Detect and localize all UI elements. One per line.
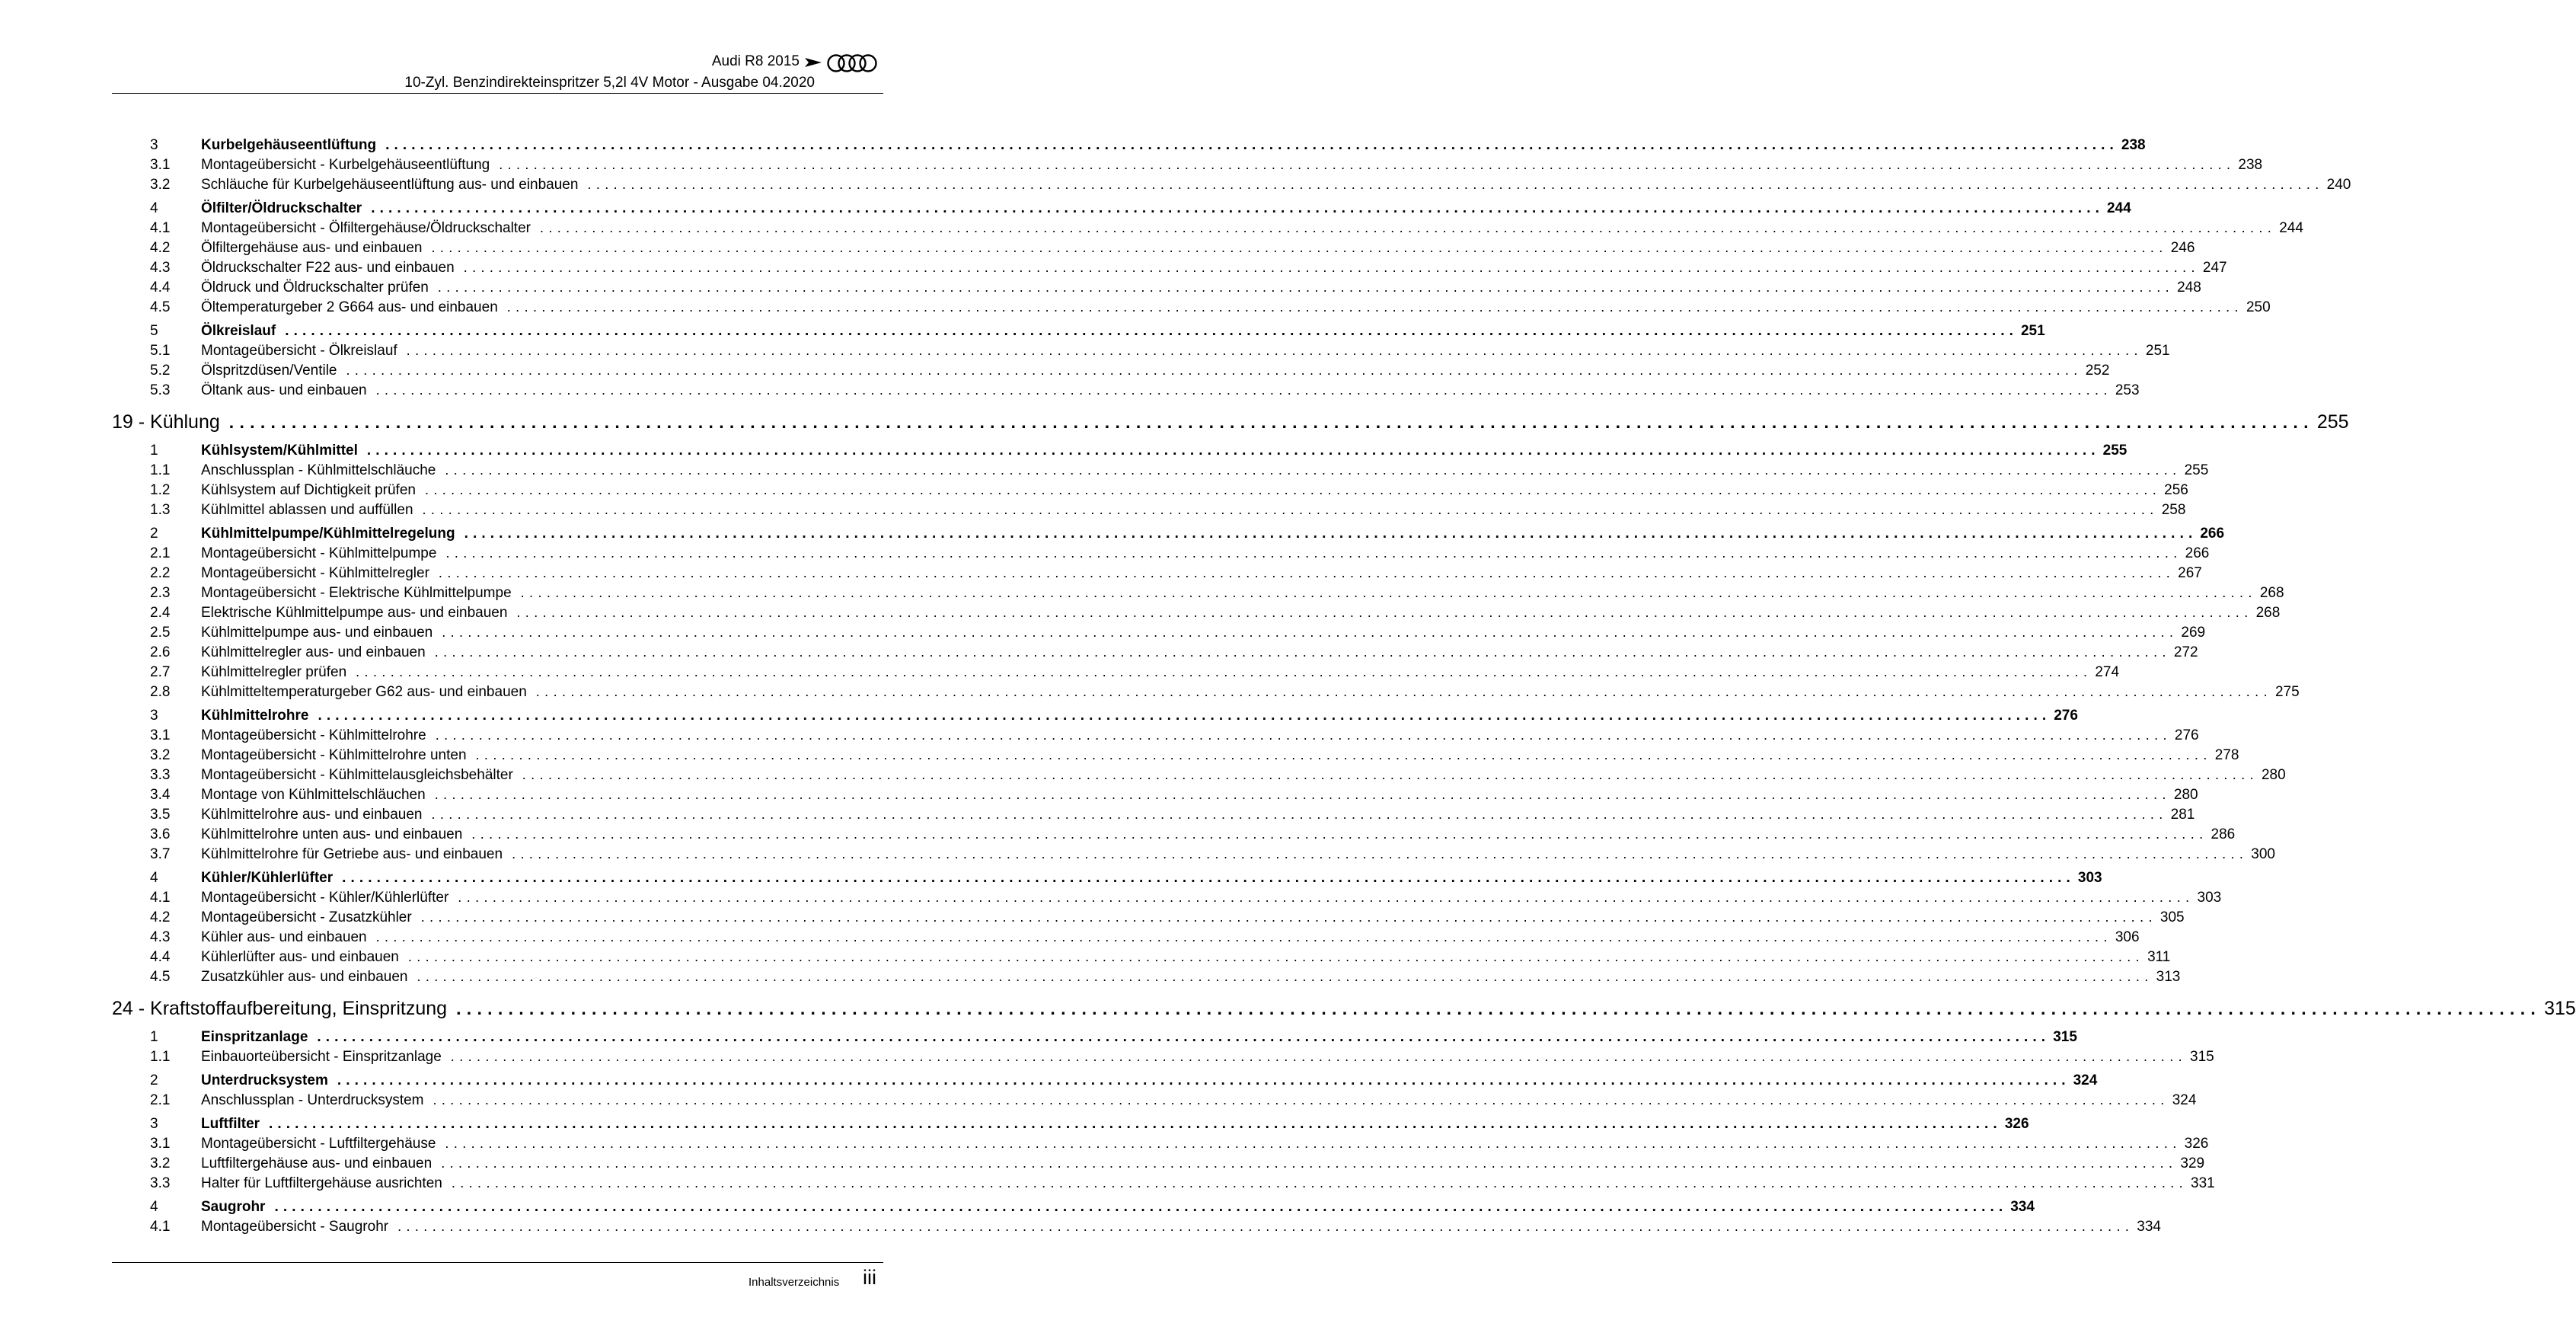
toc-title: Öltank aus- und einbauen <box>201 382 367 398</box>
toc-page-number: 326 <box>2184 1136 2209 1152</box>
toc-title: Montageübersicht - Kühlmittelrohre unten <box>201 747 467 763</box>
toc-title: 24 - Kraftstoffaufbereitung, Einspritzung <box>112 998 448 1019</box>
dot-leader: ........................................................................................................................................................................................................ <box>434 644 2171 660</box>
toc-section[interactable] <box>112 1116 2029 1136</box>
dot-leader: ........................................................................................................................................................................................................ <box>512 846 2249 861</box>
toc-page-number: 315 <box>2544 998 2576 1019</box>
toc-title: Luftfiltergehäuse aus- und einbauen <box>201 1155 433 1171</box>
toc-number: 2.7 <box>150 664 171 680</box>
toc-number: 1 <box>150 443 158 459</box>
toc-number: 3.2 <box>150 177 171 193</box>
dot-leader: ........................................................................................................................................................................................................ <box>441 1155 2178 1171</box>
footer-label: Inhaltsverzeichnis <box>749 1276 840 1289</box>
toc-title: Kühler/Kühlerlüfter <box>201 870 334 886</box>
toc-title: Kühlmittelrohre für Getriebe aus- und einbauen <box>201 846 503 862</box>
toc-page-number: 244 <box>2106 200 2131 216</box>
toc-number: 3 <box>150 1116 158 1132</box>
toc-page-number: 250 <box>2246 299 2271 315</box>
toc-subsection[interactable] <box>112 1175 2215 1195</box>
toc-subsection[interactable] <box>112 807 2195 826</box>
toc-subsection[interactable] <box>112 299 2271 319</box>
toc-title: Montageübersicht - Saugrohr <box>201 1219 389 1235</box>
toc-page-number: 258 <box>2161 502 2186 518</box>
toc-subsection[interactable] <box>112 644 2198 664</box>
toc-subsection[interactable] <box>112 969 2181 989</box>
dot-leader: ........................................................................................................................................................................................................ <box>397 1219 2134 1234</box>
toc-title: Montageübersicht - Kühler/Kühlerlüfter <box>201 890 449 906</box>
toc-title: Kühlmittel ablassen und auffüllen <box>201 502 413 518</box>
toc-section[interactable] <box>112 137 2146 157</box>
toc-title: Öltemperaturgeber 2 G664 aus- und einbauen <box>201 299 498 315</box>
toc-title: Unterdrucksystem <box>201 1072 328 1088</box>
dot-leader: ........................................................................................................................................................................................................ <box>445 462 2182 478</box>
toc-page-number: 280 <box>2261 767 2286 783</box>
dot-leader: ........................................................................................................................................................................................................ <box>317 1029 2051 1045</box>
toc-subsection[interactable] <box>112 220 2303 240</box>
toc-title: Kühler aus- und einbauen <box>201 929 367 945</box>
toc-number: 3.4 <box>150 787 171 803</box>
dot-leader: ........................................................................................................................................................................................................ <box>366 443 2100 459</box>
toc-title: Montageübersicht - Kurbelgehäuseentlüftung <box>201 157 490 173</box>
toc-page-number: 269 <box>2181 625 2206 641</box>
dot-leader: ........................................................................................................................................................................................................ <box>445 545 2182 561</box>
toc-page-number: 303 <box>2197 890 2222 906</box>
toc-page-number: 315 <box>2053 1029 2077 1045</box>
toc-subsection[interactable] <box>112 846 2275 866</box>
toc-title: 19 - Kühlung <box>112 411 220 433</box>
table-of-contents <box>112 137 2576 1239</box>
dot-leader: ........................................................................................................................................................................................................ <box>356 664 2092 679</box>
dot-leader: ........................................................................................................................................................................................................ <box>445 1136 2182 1151</box>
toc-section[interactable] <box>112 870 2102 890</box>
dot-leader: ........................................................................................................................................................................................................ <box>438 565 2175 580</box>
toc-number: 4.1 <box>150 220 171 236</box>
dot-leader: ........................................................................................................................................................................................................ <box>228 412 2314 432</box>
toc-number: 4 <box>150 870 158 886</box>
toc-number: 2.4 <box>150 605 171 621</box>
toc-title: Montageübersicht - Zusatzkühler <box>201 909 412 925</box>
toc-number: 1.2 <box>150 482 171 498</box>
toc-number: 3.1 <box>150 157 171 173</box>
dot-leader: ........................................................................................................................................................................................................ <box>420 909 2157 925</box>
toc-subsection[interactable] <box>112 909 2185 929</box>
toc-page-number: 300 <box>2251 846 2275 862</box>
toc-subsection[interactable] <box>112 625 2206 644</box>
toc-title: Montageübersicht - Luftfiltergehäuse <box>201 1136 436 1152</box>
toc-subsection[interactable] <box>112 747 2239 767</box>
toc-page-number: 329 <box>2180 1155 2205 1171</box>
toc-page-number: 238 <box>2238 157 2263 173</box>
toc-page-number: 331 <box>2191 1175 2215 1191</box>
dot-leader: ........................................................................................................................................................................................................ <box>522 767 2258 782</box>
toc-number: 4.4 <box>150 280 171 296</box>
toc-number: 4.4 <box>150 949 171 965</box>
toc-section[interactable] <box>112 443 2128 462</box>
toc-page-number: 247 <box>2202 260 2227 276</box>
toc-number: 4.1 <box>150 1219 171 1235</box>
toc-page-number: 268 <box>2255 605 2281 621</box>
toc-page-number: 334 <box>2010 1199 2035 1215</box>
toc-number: 3.3 <box>150 1175 171 1191</box>
toc-section[interactable] <box>112 200 2131 220</box>
dot-leader: ........................................................................................................................................................................................................ <box>375 929 2112 944</box>
toc-number: 3.3 <box>150 767 171 783</box>
dot-leader: ........................................................................................................................................................................................................ <box>437 280 2175 295</box>
toc-subsection[interactable] <box>112 1092 2197 1112</box>
toc-subsection[interactable] <box>112 1155 2205 1175</box>
toc-subsection[interactable] <box>112 684 2300 704</box>
dot-leader: ........................................................................................................................................................................................................ <box>371 200 2104 216</box>
toc-title: Ölfiltergehäuse aus- und einbauen <box>201 240 423 256</box>
dot-leader: ........................................................................................................................................................................................................ <box>346 363 2083 378</box>
toc-title: Montage von Kühlmittelschläuchen <box>201 787 426 803</box>
toc-number: 3 <box>150 137 158 153</box>
toc-title: Luftfilter <box>201 1116 260 1132</box>
toc-number: 4.5 <box>150 299 171 315</box>
dot-leader: ........................................................................................................................................................................................................ <box>433 1092 2169 1107</box>
toc-number: 2.6 <box>150 644 171 660</box>
dot-leader: ........................................................................................................................................................................................................ <box>520 585 2257 600</box>
toc-page-number: 252 <box>2085 363 2110 379</box>
dot-leader: ........................................................................................................................................................................................................ <box>417 969 2153 984</box>
toc-subsection[interactable] <box>112 890 2222 909</box>
arrow-right-icon <box>805 56 822 69</box>
toc-number: 3.7 <box>150 846 171 862</box>
toc-page-number: 326 <box>2004 1116 2029 1132</box>
toc-subsection[interactable] <box>112 1136 2209 1155</box>
toc-page-number: 248 <box>2177 280 2201 296</box>
toc-title: Einspritzanlage <box>201 1029 308 1045</box>
toc-title: Kühlmittelpumpe aus- und einbauen <box>201 625 433 641</box>
toc-page-number: 268 <box>2259 585 2284 601</box>
toc-page-number: 315 <box>2190 1049 2214 1065</box>
toc-page-number: 255 <box>2102 443 2128 459</box>
toc-title: Montageübersicht - Ölfiltergehäuse/Öldruckschalter <box>201 220 531 236</box>
dot-leader: ........................................................................................................................................................................................................ <box>407 949 2145 964</box>
toc-subsection[interactable] <box>112 260 2227 280</box>
toc-title: Montageübersicht - Kühlmittelrohre <box>201 727 426 743</box>
toc-subsection[interactable] <box>112 565 2202 585</box>
toc-subsection[interactable] <box>112 605 2281 625</box>
header-model: Audi R8 2015 <box>711 53 800 69</box>
toc-title: Kühlmittelrohre aus- und einbauen <box>201 807 423 823</box>
toc-number: 2.8 <box>150 684 171 700</box>
dot-leader: ........................................................................................................................................................................................................ <box>406 343 2143 358</box>
toc-section[interactable] <box>112 708 2078 727</box>
toc-page-number: 280 <box>2173 787 2198 803</box>
toc-number: 4.5 <box>150 969 171 985</box>
dot-leader: ........................................................................................................................................................................................................ <box>464 526 2198 542</box>
page-header <box>0 0 944 107</box>
dot-leader: ........................................................................................................................................................................................................ <box>424 482 2162 497</box>
toc-subsection[interactable] <box>112 502 2186 522</box>
header-divider <box>112 93 883 94</box>
toc-number: 3.2 <box>150 1155 171 1171</box>
toc-title: Kühlerlüfter aus- und einbauen <box>201 949 399 965</box>
toc-number: 4.3 <box>150 260 171 276</box>
dot-leader: ........................................................................................................................................................................................................ <box>385 137 2118 153</box>
toc-title: Öldruckschalter F22 aus- und einbauen <box>201 260 455 276</box>
toc-subsection[interactable] <box>112 382 2140 402</box>
toc-title: Ölspritzdüsen/Ventile <box>201 363 337 379</box>
toc-number: 2 <box>150 526 158 542</box>
dot-leader: ........................................................................................................................................................................................................ <box>499 157 2236 172</box>
header-subtitle: 10-Zyl. Benzindirekteinspritzer 5,2l 4V Motor - Ausgabe 04.2020 <box>404 75 815 91</box>
dot-leader: ........................................................................................................................................................................................................ <box>337 1072 2070 1088</box>
toc-subsection[interactable] <box>112 1219 2161 1239</box>
dot-leader: ........................................................................................................................................................................................................ <box>463 260 2200 275</box>
toc-page-number: 281 <box>2170 807 2195 823</box>
toc-title: Zusatzkühler aus- und einbauen <box>201 969 408 985</box>
toc-title: Elektrische Kühlmittelpumpe aus- und einbauen <box>201 605 508 621</box>
toc-page-number: 255 <box>2316 411 2349 433</box>
toc-page-number: 286 <box>2211 826 2236 842</box>
toc-subsection[interactable] <box>112 664 2120 684</box>
toc-title: Kühlmitteltemperaturgeber G62 aus- und einbauen <box>201 684 527 700</box>
toc-page-number: 238 <box>2121 137 2146 153</box>
toc-number: 2 <box>150 1072 158 1088</box>
dot-leader: ........................................................................................................................................................................................................ <box>422 502 2159 517</box>
toc-number: 3.1 <box>150 727 171 743</box>
dot-leader: ........................................................................................................................................................................................................ <box>285 323 2018 339</box>
toc-title: Kühlmittelregler prüfen <box>201 664 347 680</box>
toc-number: 3.6 <box>150 826 171 842</box>
toc-section[interactable] <box>112 1029 2077 1049</box>
footer-page-number: iii <box>863 1266 876 1289</box>
toc-section[interactable] <box>112 323 2045 343</box>
toc-section[interactable] <box>112 1072 2098 1092</box>
toc-title: Kühlmittelrohre unten aus- und einbauen <box>201 826 463 842</box>
toc-title: Ölfilter/Öldruckschalter <box>201 200 362 216</box>
toc-page-number: 256 <box>2164 482 2188 498</box>
toc-title: Montageübersicht - Elektrische Kühlmittelpumpe <box>201 585 512 601</box>
toc-subsection[interactable] <box>112 177 2351 197</box>
toc-title: Anschlussplan - Unterdrucksystem <box>201 1092 424 1108</box>
toc-subsection[interactable] <box>112 157 2263 177</box>
toc-subsection[interactable] <box>112 482 2188 502</box>
toc-title: Anschlussplan - Kühlmittelschläuche <box>201 462 436 478</box>
dot-leader: ........................................................................................................................................................................................................ <box>516 605 2253 620</box>
toc-number: 5.2 <box>150 363 171 379</box>
toc-subsection[interactable] <box>112 545 2210 565</box>
toc-page-number: 303 <box>2077 870 2102 886</box>
toc-title: Montageübersicht - Kühlmittelregler <box>201 565 429 581</box>
toc-number: 5 <box>150 323 158 339</box>
toc-page-number: 276 <box>2054 708 2078 724</box>
toc-page-number: 251 <box>2020 323 2045 339</box>
toc-number: 2.5 <box>150 625 171 641</box>
dot-leader: ........................................................................................................................................................................................................ <box>269 1116 2002 1132</box>
dot-leader: ........................................................................................................................................................................................................ <box>535 684 2272 699</box>
toc-page-number: 274 <box>2095 664 2120 680</box>
toc-page-number: 266 <box>2200 526 2225 542</box>
toc-number: 3.1 <box>150 1136 171 1152</box>
toc-number: 1.3 <box>150 502 171 518</box>
toc-page-number: 275 <box>2274 684 2300 700</box>
toc-number: 5.1 <box>150 343 171 359</box>
toc-page-number: 324 <box>2073 1072 2098 1088</box>
toc-page-number: 334 <box>2137 1219 2161 1235</box>
toc-number: 3 <box>150 708 158 724</box>
dot-leader: ........................................................................................................................................................................................................ <box>539 220 2277 235</box>
toc-subsection[interactable] <box>112 240 2195 260</box>
dot-leader: ........................................................................................................................................................................................................ <box>342 870 2075 886</box>
toc-page-number: 313 <box>2156 969 2181 985</box>
toc-page-number: 278 <box>2214 747 2239 763</box>
toc-subsection[interactable] <box>112 363 2110 382</box>
toc-title: Montageübersicht - Kühlmittelausgleichsbehälter <box>201 767 513 783</box>
toc-number: 1.1 <box>150 1049 171 1065</box>
dot-leader: ........................................................................................................................................................................................................ <box>431 240 2168 255</box>
dot-leader: ........................................................................................................................................................................................................ <box>375 382 2112 398</box>
toc-title: Kühlsystem auf Dichtigkeit prüfen <box>201 482 416 498</box>
toc-number: 3.2 <box>150 747 171 763</box>
toc-title: Saugrohr <box>201 1199 266 1215</box>
toc-number: 5.3 <box>150 382 171 398</box>
toc-page-number: 266 <box>2185 545 2210 561</box>
toc-page-number: 253 <box>2115 382 2140 398</box>
audi-rings-logo <box>827 53 877 73</box>
toc-chapter[interactable] <box>112 998 2576 1025</box>
dot-leader: ........................................................................................................................................................................................................ <box>456 999 2542 1018</box>
toc-title: Montageübersicht - Kühlmittelpumpe <box>201 545 437 561</box>
toc-number: 2.1 <box>150 1092 171 1108</box>
toc-page-number: 246 <box>2170 240 2195 256</box>
toc-subsection[interactable] <box>112 767 2286 787</box>
toc-number: 4 <box>150 200 158 216</box>
toc-page-number: 272 <box>2173 644 2198 660</box>
toc-subsection[interactable] <box>112 343 2170 363</box>
toc-page-number: 324 <box>2172 1092 2197 1108</box>
toc-section[interactable] <box>112 1199 2035 1219</box>
dot-leader: ........................................................................................................................................................................................................ <box>475 747 2212 762</box>
toc-number: 1.1 <box>150 462 171 478</box>
toc-title: Kühlmittelpumpe/Kühlmittelregelung <box>201 526 455 542</box>
toc-title: Halter für Luftfiltergehäuse ausrichten <box>201 1175 442 1191</box>
toc-title: Kühlsystem/Kühlmittel <box>201 443 358 459</box>
toc-page-number: 240 <box>2326 177 2351 193</box>
toc-page-number: 311 <box>2147 949 2171 965</box>
toc-title: Kurbelgehäuseentlüftung <box>201 137 377 153</box>
dot-leader: ........................................................................................................................................................................................................ <box>451 1175 2188 1191</box>
toc-number: 4.2 <box>150 240 171 256</box>
toc-title: Ölkreislauf <box>201 323 276 339</box>
toc-page-number: 267 <box>2178 565 2202 581</box>
footer-divider <box>112 1262 883 1263</box>
toc-title: Montageübersicht - Ölkreislauf <box>201 343 397 359</box>
toc-title: Einbauorteübersicht - Einspritzanlage <box>201 1049 442 1065</box>
toc-subsection[interactable] <box>112 929 2140 949</box>
toc-number: 2.1 <box>150 545 171 561</box>
toc-section[interactable] <box>112 526 2225 545</box>
toc-number: 4.3 <box>150 929 171 945</box>
dot-leader: ........................................................................................................................................................................................................ <box>434 787 2171 802</box>
dot-leader: ........................................................................................................................................................................................................ <box>458 890 2195 905</box>
toc-number: 4.2 <box>150 909 171 925</box>
dot-leader: ........................................................................................................................................................................................................ <box>442 625 2179 640</box>
toc-page-number: 305 <box>2159 909 2185 925</box>
toc-subsection[interactable] <box>112 787 2198 807</box>
toc-page-number: 251 <box>2145 343 2170 359</box>
toc-title: Schläuche für Kurbelgehäuseentlüftung aus- und einbauen <box>201 177 579 193</box>
dot-leader: ........................................................................................................................................................................................................ <box>435 727 2172 743</box>
toc-title: Kühlmittelregler aus- und einbauen <box>201 644 426 660</box>
toc-title: Öldruck und Öldruckschalter prüfen <box>201 280 429 296</box>
toc-page-number: 244 <box>2279 220 2303 236</box>
toc-page-number: 276 <box>2174 727 2199 743</box>
toc-subsection[interactable] <box>112 280 2201 299</box>
dot-leader: ........................................................................................................................................................................................................ <box>274 1199 2008 1215</box>
toc-subsection[interactable] <box>112 585 2284 605</box>
toc-number: 1 <box>150 1029 158 1045</box>
toc-number: 2.2 <box>150 565 171 581</box>
toc-page-number: 306 <box>2115 929 2140 945</box>
toc-number: 3.5 <box>150 807 171 823</box>
toc-subsection[interactable] <box>112 826 2236 846</box>
dot-leader: ........................................................................................................................................................................................................ <box>318 708 2051 724</box>
dot-leader: ........................................................................................................................................................................................................ <box>587 177 2324 192</box>
toc-subsection[interactable] <box>112 462 2209 482</box>
toc-subsection[interactable] <box>112 949 2171 969</box>
dot-leader: ........................................................................................................................................................................................................ <box>506 299 2243 315</box>
toc-number: 2.3 <box>150 585 171 601</box>
toc-number: 4.1 <box>150 890 171 906</box>
dot-leader: ........................................................................................................................................................................................................ <box>431 807 2168 822</box>
toc-subsection[interactable] <box>112 727 2199 747</box>
toc-subsection[interactable] <box>112 1049 2214 1069</box>
toc-page-number: 255 <box>2184 462 2209 478</box>
toc-number: 4 <box>150 1199 158 1215</box>
dot-leader: ........................................................................................................................................................................................................ <box>450 1049 2187 1064</box>
dot-leader: ........................................................................................................................................................................................................ <box>471 826 2208 842</box>
toc-title: Kühlmittelrohre <box>201 708 309 724</box>
toc-chapter[interactable] <box>112 411 2349 439</box>
